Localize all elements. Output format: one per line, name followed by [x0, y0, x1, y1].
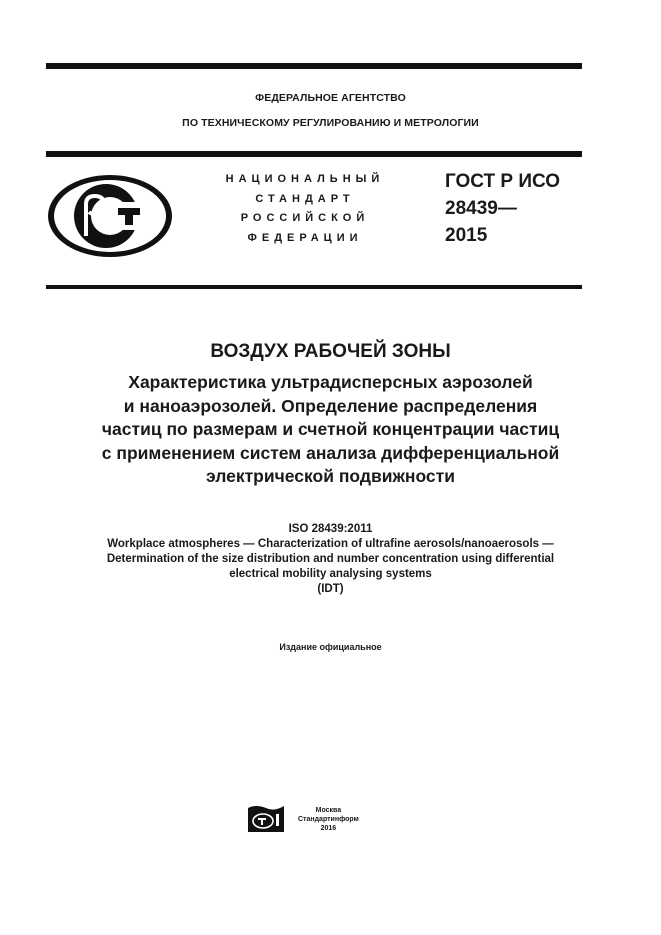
national-standard-label [205, 170, 405, 248]
publication-year: 2016 [320, 824, 337, 832]
subtitle-line: электрической подвижности [205, 466, 455, 486]
designation-line: 28439— [445, 198, 517, 219]
national-standard-line: РОССИЙСКОЙ [240, 212, 370, 224]
document-subtitle [0, 371, 661, 489]
subtitle-line: с применением систем анализа дифференциальной [101, 442, 560, 463]
subtitle-line: частиц по размерам и счетной концентрации частиц [101, 419, 560, 439]
publisher-city: Москва [315, 806, 342, 814]
subtitle-line: Характеристика ультрадисперсных аэрозолей [128, 372, 533, 392]
document-title: ВОЗДУХ РАБОЧЕЙ ЗОНЫ [210, 341, 451, 362]
subtitle-line: и наноаэрозолей. Определение распределения [123, 395, 538, 416]
top-rule [46, 63, 582, 69]
national-standard-line: СТАНДАРТ [255, 192, 355, 205]
designation-line: ГОСТ Р ИСО [445, 171, 561, 192]
national-standard-line: НАЦИОНАЛЬНЫЙ [225, 173, 385, 185]
national-standard-line: ФЕДЕРАЦИИ [247, 231, 363, 244]
publisher-name: Стандартинформ [298, 815, 359, 823]
standard-designation [445, 168, 560, 249]
iso-line: ISO 28439:2011 [288, 523, 373, 535]
iso-line: Workplace atmospheres — Characterization of ultrafine aerosols/nanoaerosols — [107, 538, 554, 550]
rst-certification-mark-icon [46, 172, 174, 260]
edition-label: Издание официальное [279, 642, 382, 652]
publisher-text [298, 806, 359, 833]
iso-line: (IDT) [317, 583, 344, 595]
iso-line: Determination of the size distribution and number concentration using differential [106, 553, 555, 565]
iso-line: electrical mobility analysing systems [229, 568, 432, 580]
middle-rule [46, 151, 582, 157]
standartinform-logo-icon [246, 804, 286, 834]
iso-reference [0, 522, 661, 597]
publisher-block [246, 804, 359, 834]
bottom-rule [46, 285, 582, 289]
designation-line: 2015 [445, 225, 488, 246]
agency-line-1: ФЕДЕРАЛЬНОЕ АГЕНТСТВО [255, 92, 406, 104]
agency-line-2: ПО ТЕХНИЧЕСКОМУ РЕГУЛИРОВАНИЮ И МЕТРОЛОГИИ [182, 117, 479, 129]
